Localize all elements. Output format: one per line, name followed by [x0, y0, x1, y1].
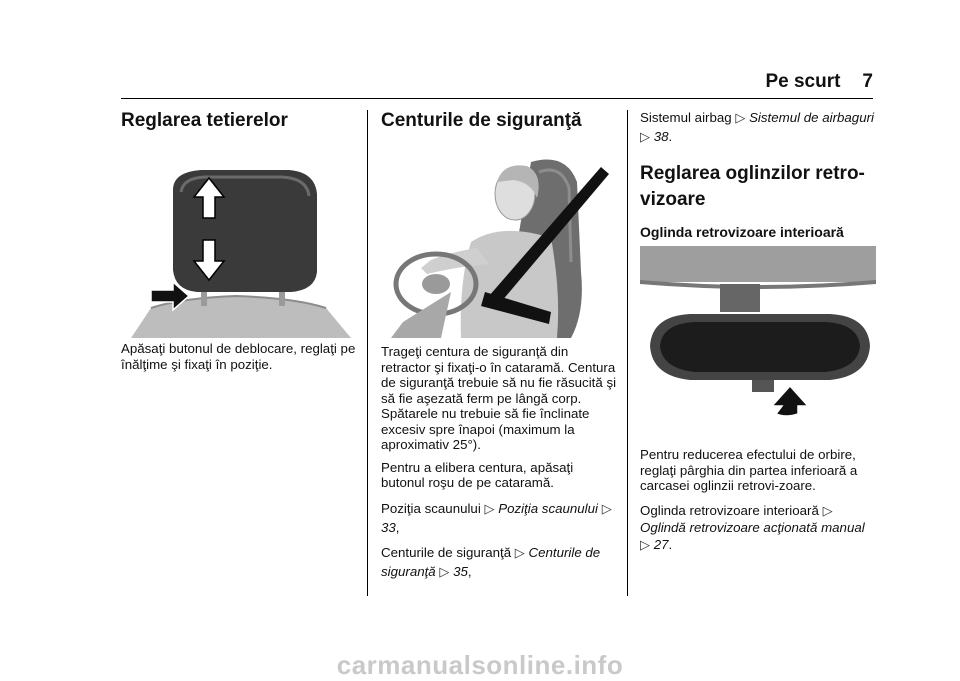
column-seatbelts: [381, 108, 617, 134]
reference-lead: Sistemul airbag: [640, 110, 732, 125]
column-mirrors: [640, 108, 876, 241]
reference-page[interactable]: 35: [453, 563, 468, 579]
xref-triangle-icon: ▷: [822, 502, 833, 518]
seatbelt-reference: Centurile de siguranţă ▷ Centurile de siguranţă ▷ 35,: [381, 544, 601, 579]
xref-triangle-icon: ▷: [439, 563, 450, 579]
headrest-figure: [121, 160, 351, 338]
mirror-text: [640, 447, 876, 553]
page-number: 7: [862, 71, 873, 92]
mirror-heading: Reglarea oglinzilor retro-vizoare: [640, 163, 865, 210]
headrest-caption: Apăsaţi butonul de deblocare, reglaţi pe înălţime şi fixaţi în poziţie.: [121, 341, 356, 372]
xref-triangle-icon: ▷: [640, 536, 650, 552]
headrest-caption-block: [121, 341, 357, 372]
column-divider-2: [627, 110, 628, 596]
reference-link[interactable]: Oglindă retrovizoare acţionată manual: [640, 519, 865, 535]
mirror-illustration: [640, 246, 876, 434]
mirror-figure: [640, 246, 876, 434]
reference-lead: Poziţia scaunului: [381, 500, 481, 516]
airbag-reference: Sistemul airbag ▷ Sistemul de airbaguri ▷ 38.: [640, 110, 874, 144]
headrest-illustration: [121, 160, 351, 338]
seatbelt-figure: [381, 152, 618, 338]
reference-page[interactable]: 27: [653, 536, 669, 552]
mirror-subheading: Oglinda retrovizoare interioară: [640, 224, 844, 240]
reference-link[interactable]: Sistemul de airbaguri: [749, 110, 874, 125]
reference-lead: Centurile de siguranţă: [381, 544, 512, 560]
xref-triangle-icon: ▷: [514, 544, 525, 560]
reference-page[interactable]: 33: [381, 519, 396, 535]
reference-link[interactable]: Poziţia scaunului: [498, 500, 598, 516]
reference-link[interactable]: Centurile de siguranţă: [381, 544, 601, 579]
reference-lead: Oglinda retrovizoare interioară: [640, 502, 819, 518]
seatbelt-text: [381, 344, 619, 581]
watermark: carmanualsonline.info: [336, 650, 624, 680]
mirror-paragraph-1: Pentru reducerea efectului de orbire, reglaţi pârghia din partea inferioară a carcasei oglinzii retrovi-zoare.: [640, 447, 858, 493]
xref-triangle-icon: ▷: [484, 500, 495, 516]
seatbelt-heading: Centurile de siguranţă: [381, 110, 582, 131]
headrest-heading: Reglarea tetierelor: [121, 110, 288, 131]
column-divider-1: [367, 110, 368, 596]
seat-position-reference: Poziţia scaunului ▷ Poziţia scaunului ▷ 33,: [381, 500, 612, 535]
xref-triangle-icon: ▷: [601, 500, 612, 516]
reference-page[interactable]: 38: [653, 129, 669, 144]
section-title: Pe scurt: [765, 71, 841, 92]
page-header: [765, 71, 873, 93]
seatbelt-illustration: [381, 152, 618, 338]
header-rule: [121, 98, 873, 99]
seatbelt-paragraph-2: Pentru a elibera centura, apăsaţi butonul roşu de pe cataramă.: [381, 459, 574, 490]
xref-triangle-icon: ▷: [735, 110, 746, 125]
column-headrests: [121, 108, 357, 134]
seatbelt-paragraph-1: Trageţi centura de siguranţă din retractor şi fixaţi-o în cataramă. Centura de siguranţă trebuie să nu fie răsucită şi să fie aşezată ferm pe lângă corp. Spătarele nu trebuie să fie înclinate excesiv spre înapoi (maximum la aproximativ 25°).: [381, 344, 617, 452]
xref-triangle-icon: ▷: [640, 129, 650, 144]
mirror-reference: Oglinda retrovizoare interioară ▷ Oglindă retrovizoare acţionată manual ▷ 27.: [640, 502, 865, 552]
